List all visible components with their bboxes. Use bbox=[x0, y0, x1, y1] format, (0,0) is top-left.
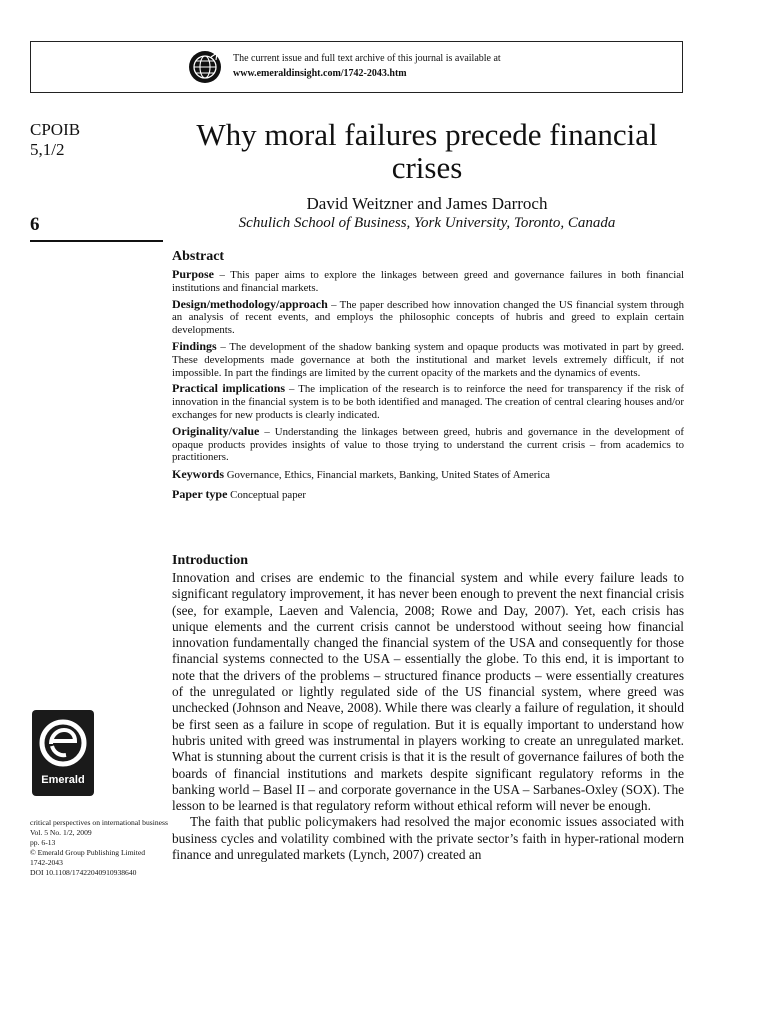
journal-volume: 5,1/2 bbox=[30, 140, 65, 159]
page-number: 6 bbox=[30, 214, 40, 235]
imprint-journal-name: critical perspectives on international business bbox=[30, 818, 168, 827]
abstract-originality: Originality/value – Understanding the linkages between greed, hubris and governance in the development of opaque products provides insights of value to those trying to understand the current crisis – from academics to practitioners. bbox=[172, 423, 684, 464]
introduction-paragraph-2: The faith that public policymakers had resolved the major economic issues associated with business cycles and volatility combined with the private sector’s faith in hyper-rational modern finance and unregulated markets (Lynch, 2007) created an bbox=[172, 814, 684, 863]
abstract-purpose: Purpose – This paper aims to explore the linkages between greed and governance failures in both financial institutions and financial markets. bbox=[172, 267, 684, 294]
author-affiliation: Schulich School of Business, York University, Toronto, Canada bbox=[238, 215, 616, 231]
imprint-issn: 1742-2043 bbox=[30, 858, 63, 867]
abstract-implications: Practical implications – The implication of the research is to reinforce the need for transparency if the risk of innovation in the financial system is to be both identified and managed. The creation of central clearing houses and/or exchanges for new products is clearly indicated. bbox=[172, 381, 684, 421]
keywords-line: Keywords Governance, Ethics, Financial markets, Banking, United States of America bbox=[172, 467, 550, 482]
abstract-heading: Abstract bbox=[172, 249, 225, 264]
emerald-logo-label: Emerald bbox=[41, 774, 85, 786]
abstract-design: Design/methodology/approach – The paper described how innovation changed the US financial system through an analysis of recent events, and employs the philosophic concepts of hubris and greed to explain certain developments. bbox=[172, 296, 684, 337]
journal-code-block bbox=[30, 120, 80, 160]
abstract-section bbox=[172, 249, 684, 508]
imprint-pages: pp. 6-13 bbox=[30, 838, 56, 847]
abstract-findings: Findings – The development of the shadow banking system and opaque products was motivated in part by greed. These developments made governance at both the institutional and market levels extremely difficult, if not impossible. In part the findings are limited by the current opacity of the markets and the dynamics of events. bbox=[172, 338, 684, 379]
emerald-e-icon bbox=[38, 718, 88, 770]
publication-imprint bbox=[30, 818, 170, 878]
article-title: Why moral failures precede financial crises bbox=[196, 117, 658, 185]
margin-divider bbox=[30, 240, 163, 242]
journal-access-banner bbox=[30, 41, 683, 93]
article-authors: David Weitzner and James Darroch bbox=[306, 194, 548, 213]
journal-abbreviation: CPOIB bbox=[30, 120, 81, 139]
paper-type-line: Paper type Conceptual paper bbox=[172, 487, 306, 502]
imprint-doi: DOI 10.1108/17422040910938640 bbox=[30, 868, 137, 877]
imprint-copyright: © Emerald Group Publishing Limited bbox=[30, 848, 146, 857]
introduction-heading: Introduction bbox=[172, 553, 248, 568]
banner-availability-text: The current issue and full text archive of this journal is available at bbox=[233, 53, 501, 64]
introduction-section bbox=[172, 553, 684, 863]
journal-url-link[interactable]: www.emeraldinsight.com/1742-2043.htm bbox=[233, 68, 407, 79]
globe-icon bbox=[189, 51, 221, 83]
introduction-paragraph-1: Innovation and crises are endemic to the financial system and while every failure leads to significant regulatory improvement, it has never been enough to prevent the next financial crisis (see, for example, Laeven and Valencia, 2008; Rowe and Day, 2007). Yet, each crisis has unique elements and the current crisis cannot be understood without seeing how financial innovation fundamentally changed the financial system of the USA and consequently for those financial systems connected to the USA – essentially the globe. To this end, it is important to note that the drivers of the problems – structured finance products – were essentially creatures of the unregulated or lightly regulated side of the US financial system, where greed was unchecked (Johnson and Neave, 2008). While there was clearly a failure of regulation, it should be first seen as a failure in scope of regulation. But it is equally important to understand how hubris united with greed was instrumental in players working to create an unregulated market. What is stunning about the current crisis is that it is the result of governance failures of both the boards of financial institutions and markets despite significant regulatory reforms in the banking world – Basel II – and corporate governance in the USA – Sarbanes-Oxley (SOX). The lesson to be learned is that regulatory reform without ethical reform will never be enough. bbox=[172, 570, 684, 814]
imprint-volume: Vol. 5 No. 1/2, 2009 bbox=[30, 828, 92, 837]
emerald-logo bbox=[32, 710, 94, 796]
